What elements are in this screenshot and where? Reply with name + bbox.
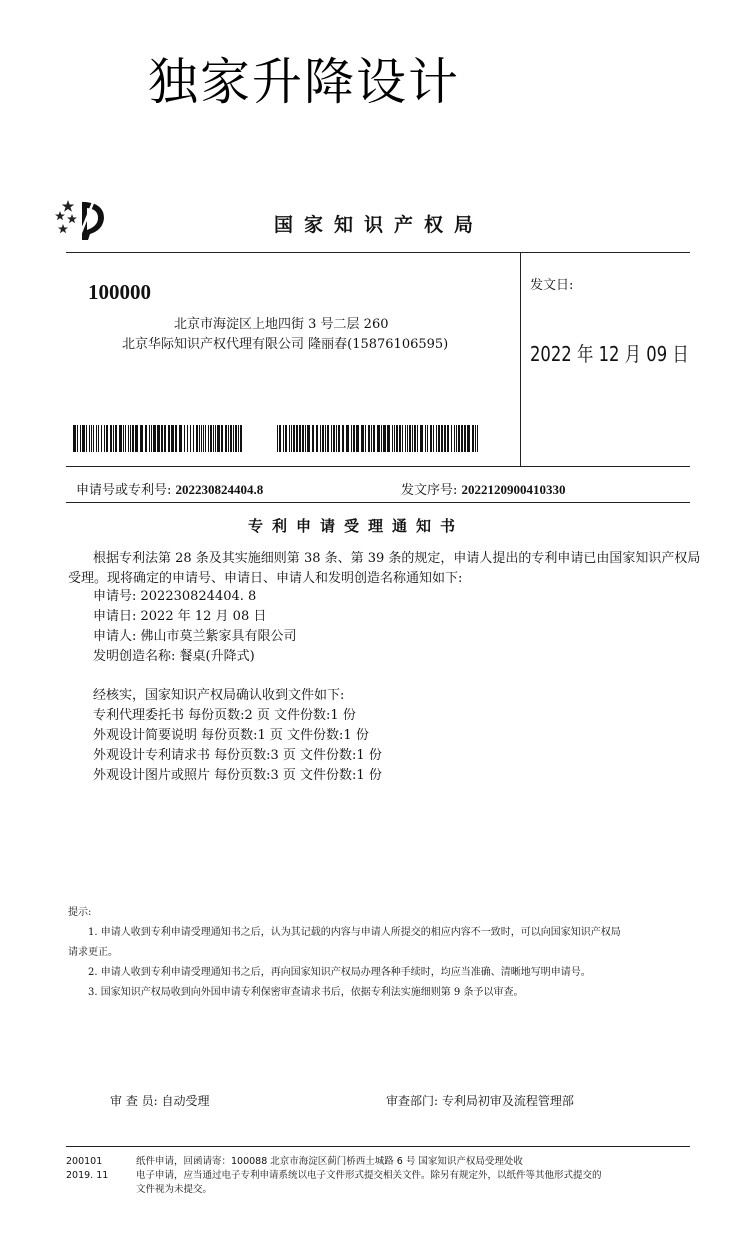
notice-title: 专利申请受理通知书 (248, 517, 465, 535)
notice-paragraph-line-2: 受理。现将确定的申请号、申请日、申请人和发明创造名称通知如下: (68, 571, 463, 586)
file-item: 专利代理委托书 每份页数:2 页 文件份数:1 份 (93, 708, 356, 723)
examination-department: 审查部门: 专利局初审及流程管理部 (386, 1094, 574, 1108)
document-number (401, 479, 566, 498)
barcode-left (73, 425, 243, 452)
header-top-rule (66, 252, 690, 253)
file-item: 外观设计图片或照片 每份页数:3 页 文件份数:1 份 (93, 768, 382, 783)
file-item: 外观设计简要说明 每份页数:1 页 文件份数:1 份 (93, 728, 369, 743)
tip-item: 1. 申请人收到专利申请受理通知书之后，认为其记载的内容与申请人所提交的相应内容不一致时，可以向国家知识产权局 (88, 927, 621, 938)
recipient-address: 北京市海淀区上地四街 3 号二层 260 (174, 317, 389, 332)
tip-item: 3. 国家知识产权局收到向外国申请专利保密审查请求书后，依据专利法实施细则第 9 条予以审查。 (88, 987, 524, 998)
application-fields (93, 587, 297, 667)
footer-rule (66, 1146, 690, 1147)
application-number-label: 申请号或专利号: (76, 483, 172, 498)
examiner: 审 查 员: 自动受理 (110, 1094, 210, 1108)
application-number-value: 202230824404.8 (175, 482, 264, 497)
tip-item: 请求更正。 (68, 947, 118, 958)
postcode: 100000 (88, 280, 151, 304)
application-number (76, 479, 263, 498)
field-filing-date: 申请日: 2022 年 12 月 08 日 (93, 609, 267, 624)
tip-item: 2. 申请人收到专利申请受理通知书之后，再向国家知识产权局办理各种手续时，均应当准确、清晰地写明申请号。 (88, 967, 591, 978)
banner-title: 独家升降设计 (148, 53, 460, 111)
issue-date-label: 发文日: (530, 278, 574, 293)
agent-name: 北京华际知识产权代理有限公司 隆丽春(15876106595) (122, 337, 449, 352)
field-application-number: 申请号: 202230824404. 8 (93, 589, 257, 604)
files-intro: 经核实，国家知识产权局确认收到文件如下: (93, 688, 345, 703)
form-version: 2019. 11 (66, 1170, 109, 1181)
cnipa-logo-icon (54, 196, 110, 242)
number-rule (66, 502, 690, 503)
document-number-value: 2022120900410330 (461, 482, 566, 497)
field-invention-title: 发明创造名称: 餐桌(升降式) (93, 649, 255, 664)
barcode-right (277, 425, 480, 452)
tips-section (68, 903, 698, 1003)
document-number-label: 发文序号: (401, 483, 458, 498)
field-applicant: 申请人: 佛山市莫兰紫家具有限公司 (93, 629, 297, 644)
file-item: 外观设计专利请求书 每份页数:3 页 文件份数:1 份 (93, 748, 382, 763)
issue-date: 2022 年 12 月 09 日 (530, 342, 689, 366)
notice-paragraph-line-1: 根据专利法第 28 条及其实施细则第 38 条、第 39 条的规定，申请人提出的专利申请已由国家知识产权局 (93, 551, 701, 566)
received-files (93, 686, 382, 786)
header-divider (520, 252, 521, 466)
header-bottom-rule (66, 466, 690, 467)
footer-line-2: 电子申请，应当通过电子专利申请系统以电子文件形式提交相关文件。除另有规定外，以纸件等其他形式提交的 (136, 1170, 602, 1181)
footer-line-1: 纸件申请，回函请寄：100088 北京市海淀区蓟门桥西土城路 6 号 国家知识产权局受理处收 (136, 1156, 523, 1167)
form-code: 200101 (66, 1156, 103, 1167)
organization-name: 国家知识产权局 (274, 214, 485, 236)
footer-line-3: 文件视为未提交。 (136, 1184, 213, 1195)
tips-label: 提示: (68, 907, 92, 918)
